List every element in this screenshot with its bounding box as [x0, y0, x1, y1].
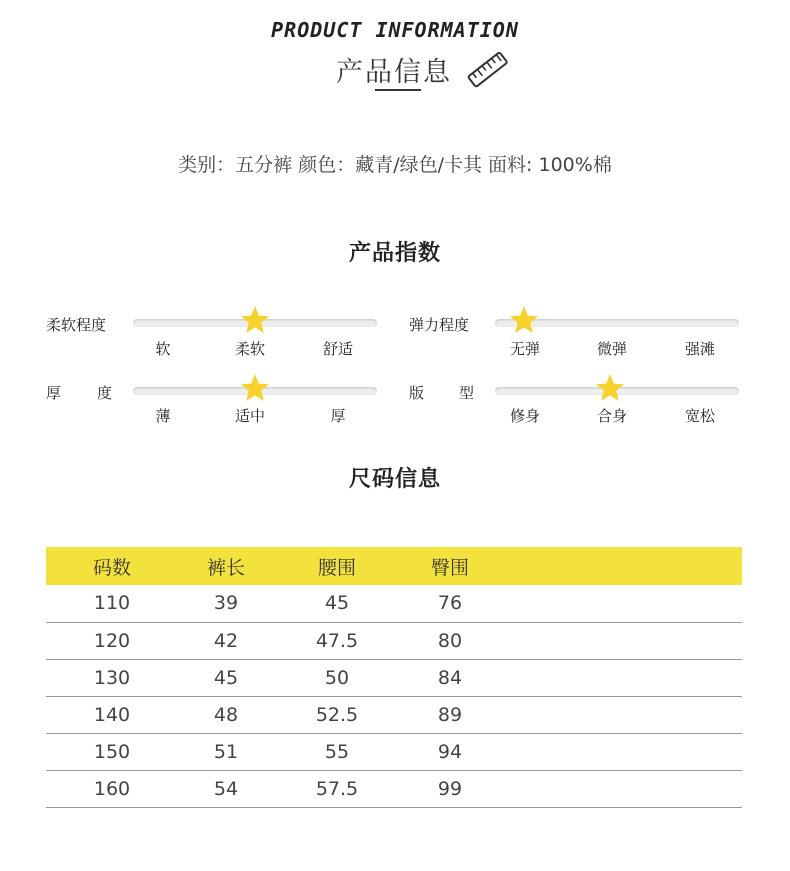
table-cell: 140	[46, 696, 178, 733]
table-cell: 57.5	[274, 770, 400, 807]
table-cell: 47.5	[274, 622, 400, 659]
table-cell: 54	[178, 770, 274, 807]
table-cell: 50	[274, 659, 400, 696]
column-header-length: 裤长	[178, 547, 274, 585]
table-cell: 80	[400, 622, 500, 659]
index-section-title: 产品指数	[348, 241, 441, 266]
table-cell: 42	[178, 622, 274, 659]
table-cell: 99	[400, 770, 500, 807]
column-header-size: 码数	[46, 547, 178, 585]
table-row	[46, 733, 742, 770]
table-cell: 51	[178, 733, 274, 770]
table-cell: 89	[400, 696, 500, 733]
tick-label: 强滩	[684, 340, 715, 358]
table-cell: 52.5	[274, 696, 400, 733]
category-line: 类别：五分裤 颜色：藏青/绿色/卡其 面料: 100%棉	[178, 154, 612, 176]
table-row	[46, 770, 742, 807]
tick-label: 修身	[509, 407, 540, 425]
table-cell	[500, 733, 742, 770]
table-cell: 130	[46, 659, 178, 696]
size-table	[46, 547, 742, 808]
table-row	[46, 659, 742, 696]
table-cell	[500, 659, 742, 696]
table-cell: 48	[178, 696, 274, 733]
index-label-fit-part1: 版	[409, 384, 425, 402]
header-underline	[375, 89, 421, 91]
index-label-thickness-part2: 度	[97, 384, 113, 402]
star-icon	[595, 373, 625, 403]
index-label-fit-part2: 型	[459, 384, 475, 402]
table-header-row	[46, 547, 742, 585]
table-cell: 45	[274, 585, 400, 622]
tick-label: 厚	[330, 407, 346, 425]
table-cell: 150	[46, 733, 178, 770]
column-header-hip: 臀围	[400, 547, 500, 585]
tick-label: 软	[155, 340, 171, 358]
column-header-empty	[500, 547, 742, 585]
table-cell: 94	[400, 733, 500, 770]
tick-label: 薄	[155, 407, 171, 425]
table-cell: 110	[46, 585, 178, 622]
tick-label: 适中	[234, 407, 265, 425]
star-icon	[240, 373, 270, 403]
table-cell: 160	[46, 770, 178, 807]
star-icon	[240, 305, 270, 335]
table-cell: 39	[178, 585, 274, 622]
star-icon	[509, 305, 539, 335]
table-cell: 76	[400, 585, 500, 622]
index-label-softness: 柔软程度	[46, 316, 107, 334]
header-title-cn: 产品信息	[336, 57, 452, 88]
column-header-waist: 腰围	[274, 547, 400, 585]
table-cell	[500, 696, 742, 733]
table-cell	[500, 585, 742, 622]
table-row	[46, 585, 742, 622]
index-label-thickness-part1: 厚	[46, 384, 62, 402]
header-title-en: PRODUCT INFORMATION	[271, 18, 519, 42]
table-cell	[500, 770, 742, 807]
tick-label: 无弹	[509, 340, 540, 358]
tick-label: 宽松	[684, 407, 715, 425]
table-cell: 120	[46, 622, 178, 659]
table-cell: 45	[178, 659, 274, 696]
size-section-title: 尺码信息	[348, 467, 441, 492]
table-row	[46, 696, 742, 733]
table-cell: 84	[400, 659, 500, 696]
table-cell: 55	[274, 733, 400, 770]
tick-label: 合身	[596, 407, 627, 425]
tick-label: 微弹	[596, 340, 627, 358]
table-row	[46, 622, 742, 659]
table-cell	[500, 622, 742, 659]
index-label-elasticity: 弹力程度	[409, 316, 470, 334]
tick-label: 柔软	[234, 340, 265, 358]
tick-label: 舒适	[322, 340, 353, 358]
ruler-icon	[464, 48, 512, 92]
